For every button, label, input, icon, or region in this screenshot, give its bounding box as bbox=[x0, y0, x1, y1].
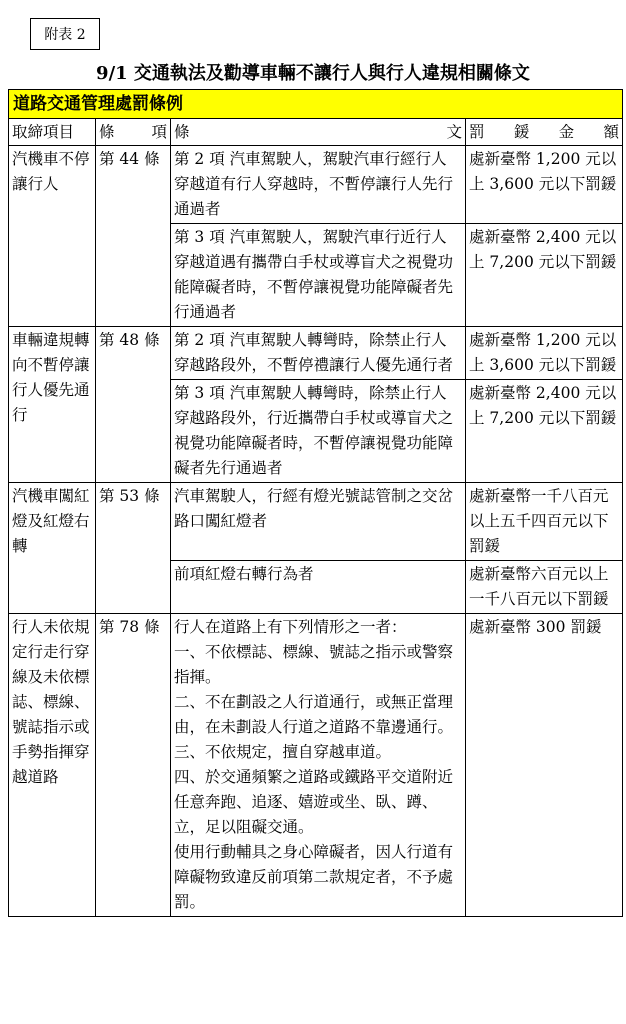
violation-item: 車輛違規轉向不暫停讓行人優先通行 bbox=[9, 327, 96, 483]
section-header-row bbox=[9, 90, 623, 119]
table-header-row bbox=[9, 119, 623, 146]
table-row bbox=[9, 146, 623, 224]
article-number: 第 53 條 bbox=[96, 483, 171, 614]
section-header: 道路交通管理處罰條例 bbox=[9, 90, 623, 119]
article-text: 第 2 項 汽車駕駛人轉彎時，除禁止行人穿越路段外，不暫停禮讓行人優先通行者 bbox=[171, 327, 466, 380]
article-text: 第 3 項 汽車駕駛人轉彎時，除禁止行人穿越路段外，行近攜帶白手杖或導盲犬之視覺功能障礙者時，不暫停讓視覺功能障礙者先行通過者 bbox=[171, 380, 466, 483]
article-number: 第 44 條 bbox=[96, 146, 171, 327]
violation-item: 汽機車不停讓行人 bbox=[9, 146, 96, 327]
page-title: 9/1 交通執法及勸導車輛不讓行人與行人違規相關條文 bbox=[96, 63, 530, 84]
attachment-label: 附表 2 bbox=[30, 18, 100, 50]
fine-amount: 處新臺幣 300 罰鍰 bbox=[466, 614, 623, 917]
fine-amount: 處新臺幣 2,400 元以上 7,200 元以下罰鍰 bbox=[466, 224, 623, 327]
article-text: 第 3 項 汽車駕駛人，駕駛汽車行近行人穿越道遇有攜帶白手杖或導盲犬之視覺功能障礙者時，不暫停讓視覺功能障礙者先行通過者 bbox=[171, 224, 466, 327]
article-text: 第 2 項 汽車駕駛人，駕駛汽車行經行人穿越道有行人穿越時，不暫停讓行人先行通過者 bbox=[171, 146, 466, 224]
table-row bbox=[9, 614, 623, 917]
article-text: 前項紅燈右轉行為者 bbox=[171, 561, 466, 614]
article-text: 行人在道路上有下列情形之一者： 一、不依標誌、標線、號誌之指示或警察指揮。 二、不在劃設之人行道通行，或無正當理由，在未劃設人行道之道路不靠邊通行。 三、不依規定，擅自穿越車道。 四、於交通頻繁之道路或鐵路平交道附近任意奔跑、追逐、嬉遊或坐、臥、蹲、立，足以阻礙交通。 使用行動輔具之身心障礙者，因人行道有障礙物致違反前項第二款規定者，不予處罰。 bbox=[171, 614, 466, 917]
article-number: 第 78 條 bbox=[96, 614, 171, 917]
violation-item: 行人未依規定行走行穿線及未依標誌、標線、號誌指示或手勢指揮穿越道路 bbox=[9, 614, 96, 917]
table-row bbox=[9, 483, 623, 561]
article-number: 第 48 條 bbox=[96, 327, 171, 483]
column-header-article: 條 項 bbox=[96, 119, 171, 146]
fine-amount: 處新臺幣一千八百元以上五千四百元以下罰鍰 bbox=[466, 483, 623, 561]
column-header-fine: 罰 鍰 金 額 bbox=[466, 119, 623, 146]
fine-amount: 處新臺幣 1,200 元以上 3,600 元以下罰鍰 bbox=[466, 146, 623, 224]
violation-item: 汽機車闖紅燈及紅燈右轉 bbox=[9, 483, 96, 614]
table-row bbox=[9, 327, 623, 380]
regulations-table bbox=[8, 89, 623, 917]
fine-amount: 處新臺幣六百元以上一千八百元以下罰鍰 bbox=[466, 561, 623, 614]
fine-amount: 處新臺幣 2,400 元以上 7,200 元以下罰鍰 bbox=[466, 380, 623, 483]
column-header-text: 條 文 bbox=[171, 119, 466, 146]
fine-amount: 處新臺幣 1,200 元以上 3,600 元以下罰鍰 bbox=[466, 327, 623, 380]
column-header-item: 取締項目 bbox=[9, 119, 96, 146]
article-text: 汽車駕駛人，行經有燈光號誌管制之交岔路口闖紅燈者 bbox=[171, 483, 466, 561]
